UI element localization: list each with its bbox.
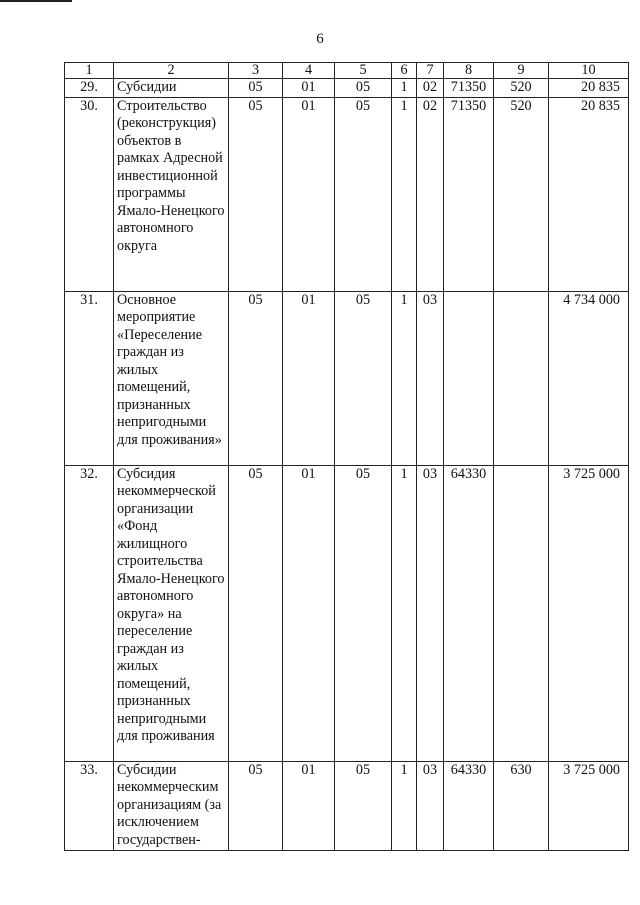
column-header: 6 [392,63,417,79]
cell-col6: 1 [392,97,417,291]
column-header: 1 [65,63,114,79]
cell-amount: 20 835 [549,97,629,291]
cell-col6: 1 [392,79,417,98]
cell-col7: 03 [417,465,444,761]
row-name: Субсидии [114,79,229,98]
cell-col8: 71350 [444,79,494,98]
cell-col5: 05 [335,761,392,850]
cell-col5: 05 [335,465,392,761]
cell-col9: 520 [494,79,549,98]
cell-col7: 02 [417,79,444,98]
cell-col4: 01 [283,465,335,761]
cell-col3: 05 [229,97,283,291]
row-number: 30. [65,97,114,291]
row-name: Основное мероприятие «Переселение граждан из жилых помещений, признанных непригодными для проживания» [114,291,229,465]
table-row [65,291,629,465]
cell-col8: 64330 [444,465,494,761]
cell-col8: 64330 [444,761,494,850]
cell-col4: 01 [283,97,335,291]
cell-amount: 3 725 000 [549,761,629,850]
table-row [65,97,629,291]
column-header: 2 [114,63,229,79]
cell-col9: 630 [494,761,549,850]
cell-col6: 1 [392,291,417,465]
table-row [65,761,629,850]
cell-col8: 71350 [444,97,494,291]
column-header: 4 [283,63,335,79]
column-header: 3 [229,63,283,79]
cell-col3: 05 [229,291,283,465]
cell-col3: 05 [229,465,283,761]
cell-col5: 05 [335,79,392,98]
row-name: Субсидия некоммерческой организации «Фонд жилищного строительства Ямало-Ненецкого автономного округа» на переселение граждан из жилых помещений, признанных непригодными для проживания [114,465,229,761]
cell-col8 [444,291,494,465]
cell-col9 [494,291,549,465]
corner-rule [0,0,72,2]
cell-amount: 20 835 [549,79,629,98]
cell-col4: 01 [283,291,335,465]
column-header: 7 [417,63,444,79]
table-row [65,79,629,98]
row-name: Строительство (реконструкция) объектов в рамках Адресной инвестиционной программы Ямало-Ненецкого автономного округа [114,97,229,291]
cell-col6: 1 [392,761,417,850]
cell-col7: 02 [417,97,444,291]
row-name: Субсидии некоммерческим организациям (за исключением государствен- [114,761,229,850]
column-number-row [65,63,629,79]
cell-col5: 05 [335,97,392,291]
row-number: 32. [65,465,114,761]
table-row [65,465,629,761]
cell-col9: 520 [494,97,549,291]
cell-col7: 03 [417,291,444,465]
budget-table [64,62,629,851]
cell-col3: 05 [229,761,283,850]
column-header: 9 [494,63,549,79]
row-number: 31. [65,291,114,465]
cell-col6: 1 [392,465,417,761]
row-number: 29. [65,79,114,98]
cell-col5: 05 [335,291,392,465]
column-header: 8 [444,63,494,79]
cell-amount: 4 734 000 [549,291,629,465]
row-number: 33. [65,761,114,850]
cell-col4: 01 [283,79,335,98]
cell-col9 [494,465,549,761]
cell-amount: 3 725 000 [549,465,629,761]
cell-col4: 01 [283,761,335,850]
page-number: 6 [316,31,324,47]
cell-col3: 05 [229,79,283,98]
column-header: 10 [549,63,629,79]
column-header: 5 [335,63,392,79]
cell-col7: 03 [417,761,444,850]
